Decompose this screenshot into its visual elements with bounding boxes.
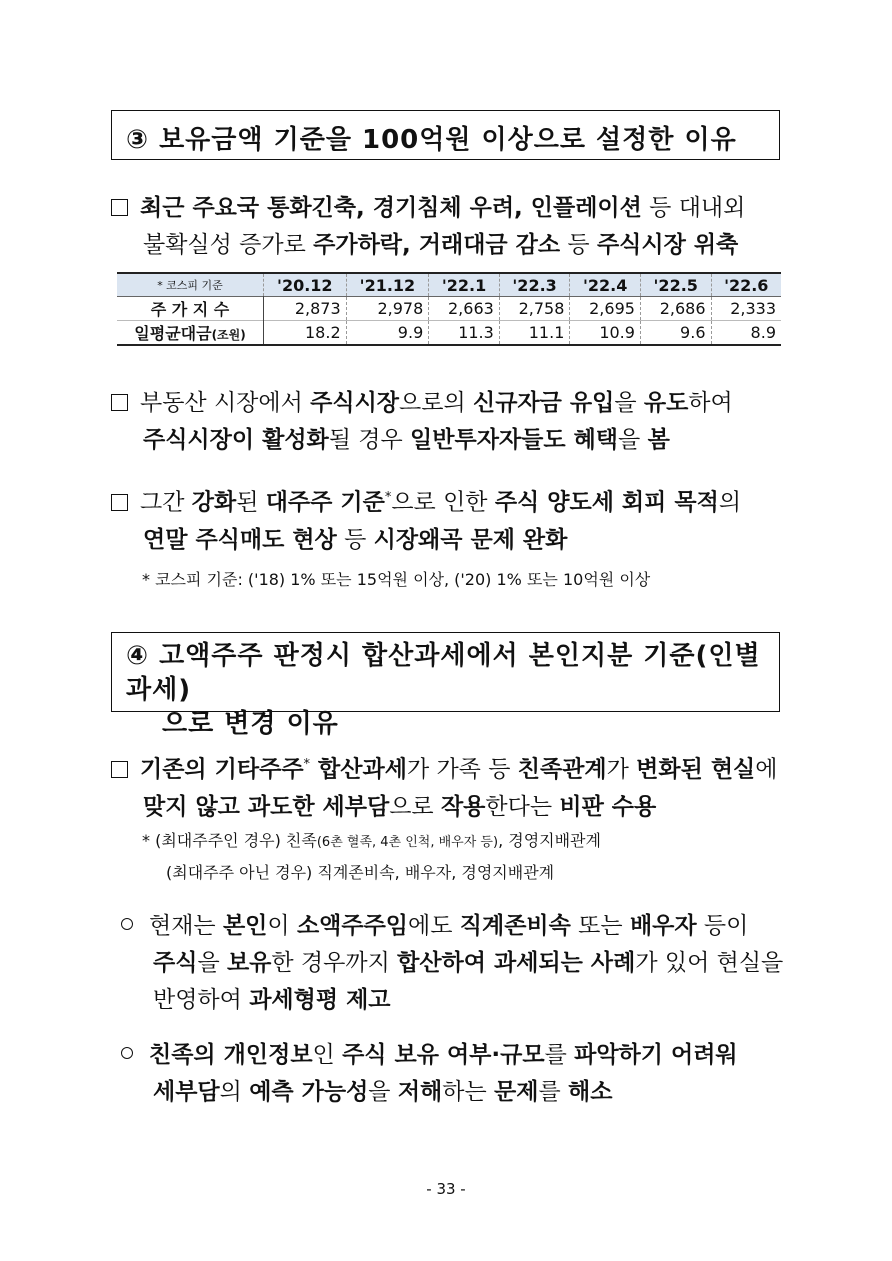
section-4-footnote: * (최대주주인 경우) 친족(6촌 혈족, 4촌 인척, 배우자 등), 경영지배관계 (최대주주 아닌 경우) 직계존비속, 배우자, 경영지배관계 [142, 831, 601, 882]
table-cell: 9.9 [346, 321, 429, 346]
circle-bullet-icon [121, 1047, 133, 1059]
column-header: '22.1 [429, 273, 500, 297]
square-bullet-icon [111, 761, 128, 778]
column-header: '22.6 [724, 275, 769, 295]
kospi-table [117, 272, 781, 346]
section-3-footnote: * 코스피 기준: ('18) 1% 또는 15억원 이상, ('20) 1% 또는 10억원 이상 [142, 570, 651, 589]
circle-bullet-icon [121, 918, 133, 930]
table-cell: 2,333 [730, 299, 776, 318]
table-cell: 9.6 [640, 321, 711, 346]
table-cell: 11.3 [429, 321, 500, 346]
section-3-bullet-3: 그간 강화된 대주주 기준*으로 인한 주식 양도세 회피 목적의 연말 주식매도 현상 등 시장왜곡 문제 완화 [111, 479, 791, 559]
section-4-bullet-1: 기존의 기타주주* 합산과세가 가족 등 친족관계가 변화된 현실에 맞지 않고 과도한 세부담으로 작용한다는 비판 수용 [111, 746, 791, 826]
table-corner-label: * 코스피 기준 [117, 273, 264, 297]
page-number: - 33 - [426, 1180, 466, 1198]
row-label-daily-trading-value: 일평균대금(조원) [117, 321, 264, 346]
square-bullet-icon [111, 494, 128, 511]
table-cell: 2,695 [570, 297, 641, 321]
section-3-heading-box [111, 110, 780, 160]
table-cell: 2,873 [264, 297, 347, 321]
table-row [117, 297, 781, 321]
table-header-row [117, 273, 781, 297]
column-header: '22.5 [640, 273, 711, 297]
table-cell: 18.2 [264, 321, 347, 346]
section-3-title: ③ 보유금액 기준을 100억원 이상으로 설정한 이유 [126, 125, 737, 155]
table-cell: 2,758 [499, 297, 570, 321]
table-row [117, 321, 781, 346]
column-header: '22.4 [570, 273, 641, 297]
table-cell: 2,978 [346, 297, 429, 321]
square-bullet-icon [111, 199, 128, 216]
table-cell: 11.1 [499, 321, 570, 346]
column-header: '20.12 [264, 273, 347, 297]
section-4-heading-box [111, 632, 780, 739]
section-4-title-line-2: 으로 변경 이유 [162, 709, 339, 739]
section-3-bullet-2: 부동산 시장에서 주식시장으로의 신규자금 유입을 유도하여 주식시장이 활성화될 경우 일반투자자들도 혜택을 봄 [111, 385, 791, 459]
section-4-sub-bullet-1: 현재는 본인이 소액주주임에도 직계존비속 또는 배우자 등이 주식을 보유한 경우까지 합산하여 과세되는 사례가 있어 현실을 반영하여 과세형평 제고 [121, 908, 801, 1019]
section-4-title-line-1: ④ 고액주주 판정시 합산과세에서 본인지분 기준(인별과세) [126, 641, 761, 705]
square-bullet-icon [111, 394, 128, 411]
section-3-bullet-1: 최근 주요국 통화긴축, 경기침체 우려, 인플레이션 등 대내외 불확실성 증가로 주가하락, 거래대금 감소 등 주식시장 위축 [111, 190, 791, 264]
table-cell: 8.9 [750, 323, 776, 342]
table-cell: 2,663 [429, 297, 500, 321]
table-cell: 10.9 [570, 321, 641, 346]
table-cell: 2,686 [640, 297, 711, 321]
section-4-sub-bullet-2: 친족의 개인정보인 주식 보유 여부·규모를 파악하기 어려워 세부담의 예측 가능성을 저해하는 문제를 해소 [121, 1037, 801, 1111]
row-label-stock-index: 주 가 지 수 [117, 297, 264, 321]
column-header: '22.3 [499, 273, 570, 297]
column-header: '21.12 [346, 273, 429, 297]
